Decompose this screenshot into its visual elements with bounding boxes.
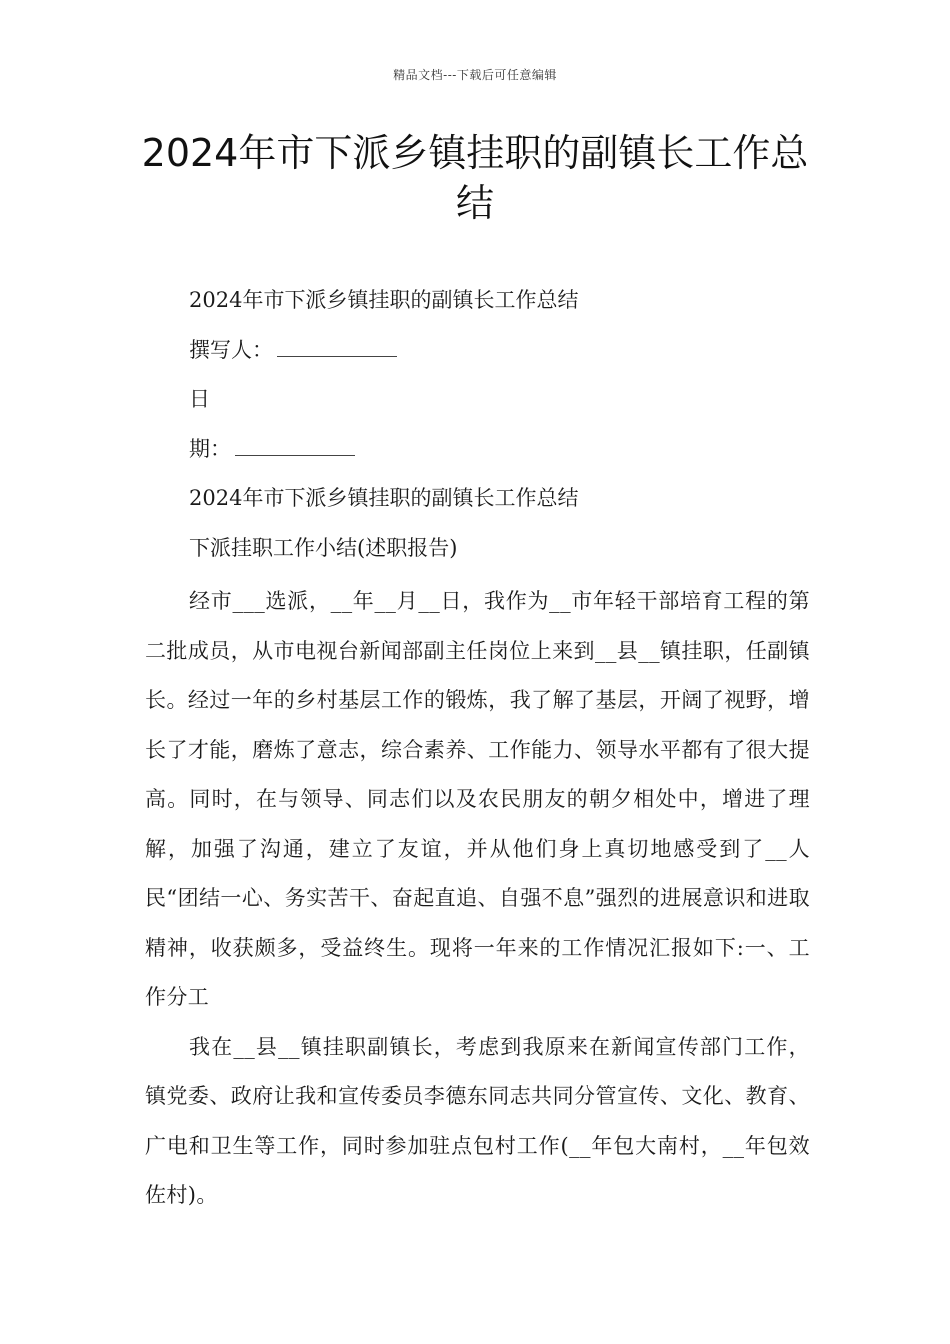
- date-label: 期：: [189, 436, 231, 461]
- date-blank: [235, 433, 355, 456]
- subtitle-line-2: 2024年市下派乡镇挂职的副镇长工作总结: [189, 486, 579, 510]
- subtitle-line: 2024年市下派乡镇挂职的副镇长工作总结: [189, 288, 579, 312]
- date-line-1: 日: [189, 387, 210, 411]
- date-line-2: [145, 429, 810, 479]
- author-line: [145, 330, 810, 380]
- page-header: 精品文档---下载后可任意编辑: [393, 68, 557, 82]
- subtitle-line-3: 下派挂职工作小结(述职报告): [189, 535, 458, 560]
- author-label: 撰写人：: [189, 337, 273, 362]
- document-title: 2024年市下派乡镇挂职的副镇长工作总结: [141, 131, 809, 225]
- paragraph-1: 经市___选派，__年__月__日，我作为__市年轻干部培育工程的第二批成员，从市电视台新闻部副主任岗位上来到__县__镇挂职，任副镇长。经过一年的乡村基层工作的锻炼，我了解了基层，开阔了视野，增长了才能，磨炼了意志，综合素养、工作能力、领导水平都有了很大提高。同时，在与领导、同志们以及农民朋友的朝夕相处中，增进了理解，加强了沟通，建立了友谊，并从他们身上真切地感受到了__人民“团结一心、务实苦干、奋起直追、自强不息”强烈的进展意识和进取精神，收获颇多，受益终生。现将一年来的工作情况汇报如下:一、工作分工: [145, 589, 810, 1009]
- paragraph-2: 我在__县__镇挂职副镇长，考虑到我原来在新闻宣传部门工作，镇党委、政府让我和宣传委员李德东同志共同分管宣传、文化、教育、广电和卫生等工作，同时参加驻点包村工作(__年包大南村，__年包效佐村)。: [145, 1034, 810, 1207]
- author-blank: [277, 334, 397, 357]
- document-body: [145, 280, 810, 1221]
